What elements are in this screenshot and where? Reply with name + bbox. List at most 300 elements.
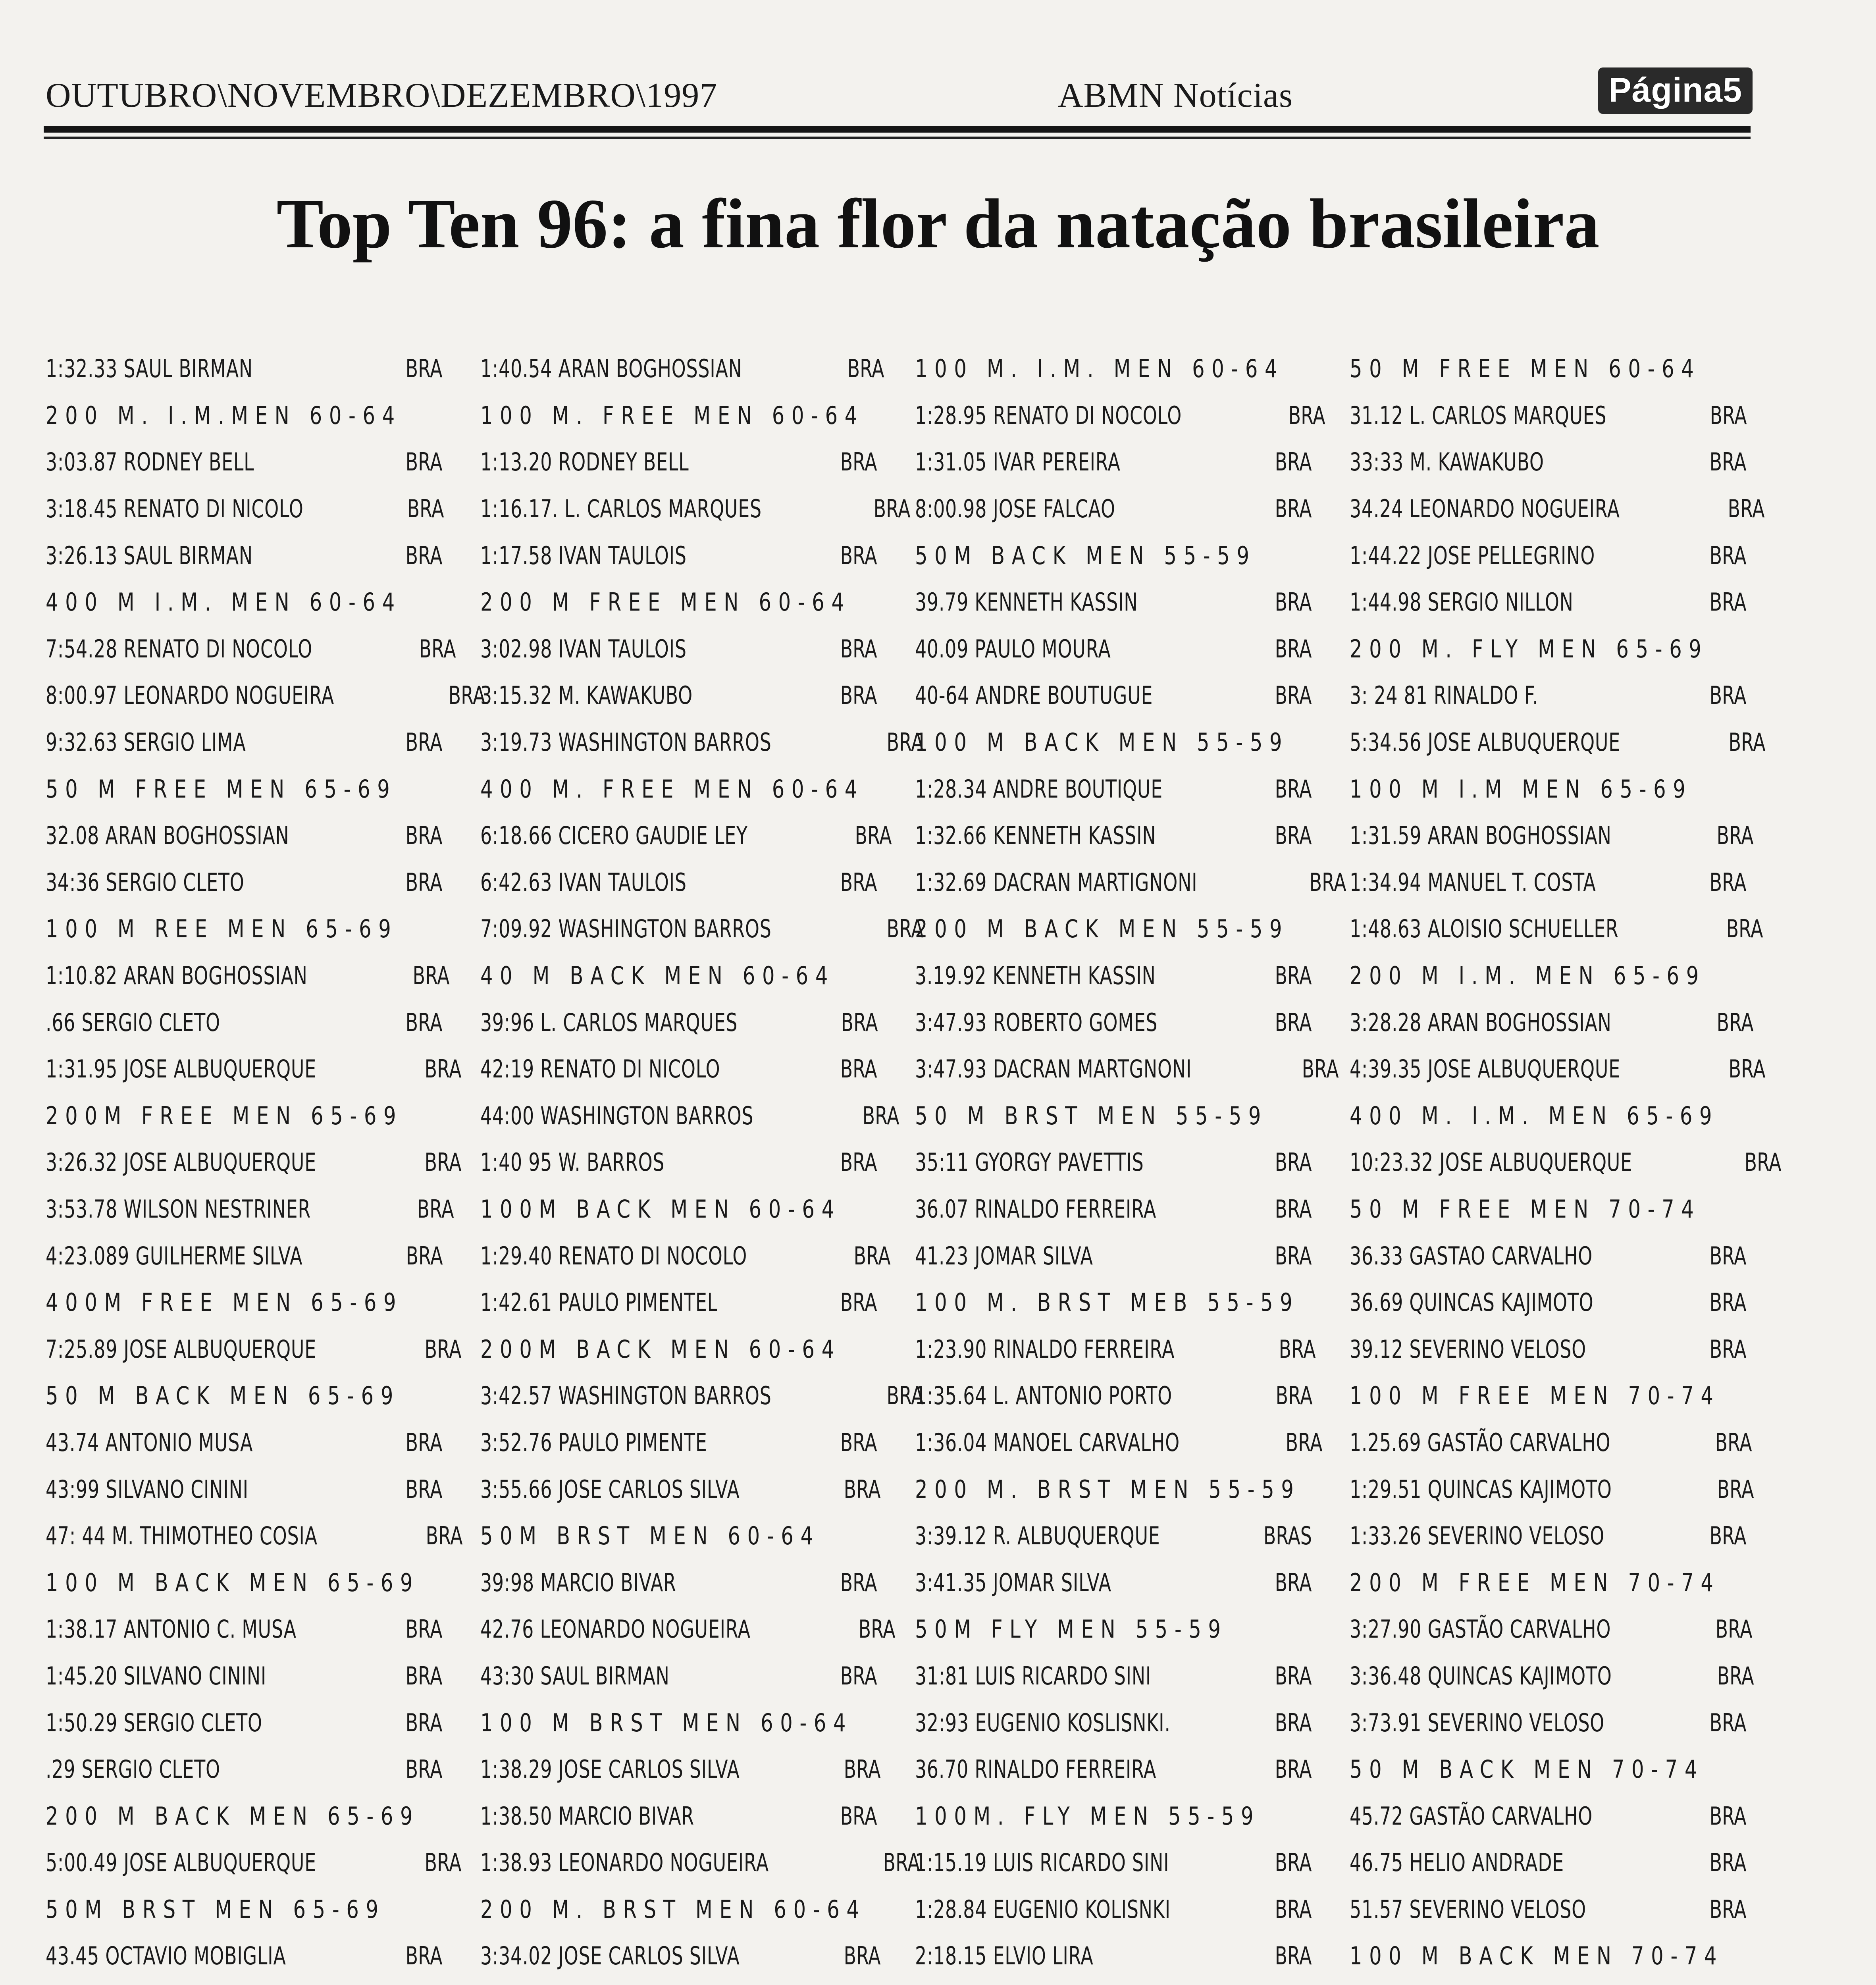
- event-label: 400 M. FREE MEN 60-64: [480, 774, 864, 804]
- country-code: BRA: [1710, 1801, 1747, 1831]
- event-label: 100 M BACK MEN 65-69: [46, 1568, 420, 1597]
- event-label: 50 M BACK MEN 70-74: [1350, 1755, 1704, 1784]
- result-row: [480, 812, 892, 859]
- result-text: 1:13.20 RODNEY BELL: [480, 447, 689, 477]
- result-text: 34.24 LEONARDO NOGUEIRA: [1350, 494, 1620, 524]
- result-row: [46, 486, 443, 532]
- result-row: [480, 626, 877, 673]
- result-row: [480, 906, 924, 952]
- event-heading: [46, 1559, 443, 1606]
- result-row: [1350, 906, 1763, 952]
- result-row: [1350, 1839, 1747, 1886]
- result-text: 3:26.13 SAUL BIRMAN: [46, 541, 253, 570]
- result-text: 8:00.97 LEONARDO NOGUEIRA: [46, 681, 334, 710]
- result-row: [1350, 439, 1747, 486]
- event-label: 200 M I.M. MEN 65-69: [1350, 961, 1706, 991]
- country-code: BRA: [412, 961, 450, 991]
- country-code: BRA: [1275, 1848, 1312, 1877]
- result-row: [1350, 1466, 1754, 1513]
- result-text: 5:00.49 JOSE ALBUQUERQUE: [46, 1848, 316, 1877]
- result-row: [1350, 1699, 1747, 1746]
- event-label: 50 M FREE MEN 60-64: [1350, 354, 1701, 384]
- country-code: BRA: [406, 1428, 443, 1457]
- result-row: [46, 719, 443, 766]
- result-text: 39:96 L. CARLOS MARQUES: [480, 1008, 738, 1037]
- country-code: BRA: [1717, 1661, 1754, 1690]
- event-label: 100M BACK MEN 60-64: [480, 1194, 841, 1224]
- result-text: 1:48.63 ALOISIO SCHUELLER: [1350, 914, 1619, 944]
- result-text: 43.74 ANTONIO MUSA: [46, 1428, 253, 1457]
- result-text: 1:28.84 EUGENIO KOLISNKI: [915, 1894, 1171, 1924]
- country-code: BRA: [886, 914, 924, 944]
- result-row: [915, 999, 1312, 1046]
- event-label: 50 M FREE MEN 70-74: [1350, 1194, 1701, 1224]
- result-row: [480, 1419, 877, 1466]
- country-code: BRA: [844, 1941, 881, 1971]
- event-heading: [46, 1372, 443, 1419]
- result-row: [1350, 1513, 1747, 1559]
- result-text: 1:38.50 MARCIO BIVAR: [480, 1801, 694, 1831]
- event-heading: [1350, 765, 1747, 812]
- country-code: BRA: [1275, 961, 1312, 991]
- result-text: 3:28.28 ARAN BOGHOSSIAN: [1350, 1008, 1612, 1037]
- result-row: [480, 1232, 891, 1279]
- results-column-4: [1350, 345, 1782, 1985]
- result-text: 39.79 KENNETH KASSIN: [915, 588, 1138, 617]
- country-code: BRA: [406, 1755, 443, 1784]
- result-text: 1:31.59 ARAN BOGHOSSIAN: [1350, 821, 1612, 850]
- result-row: [480, 672, 877, 719]
- result-row: [46, 1232, 443, 1279]
- result-text: 1:23.90 RINALDO FERREIRA: [915, 1334, 1175, 1364]
- event-label: 200 M BACK MEN 55-59: [915, 914, 1289, 944]
- result-row: [1350, 392, 1747, 439]
- result-text: 40-64 ANDRE BOUTUGUE: [915, 681, 1153, 710]
- result-row: [1350, 579, 1747, 626]
- result-row: [915, 1513, 1312, 1559]
- country-code: BRA: [1275, 1894, 1312, 1924]
- result-row: [915, 1839, 1312, 1886]
- country-code: BRA: [840, 1801, 877, 1831]
- result-row: [1350, 1606, 1753, 1653]
- result-row: [915, 1746, 1312, 1793]
- event-heading: [1350, 1933, 1747, 1979]
- page-header: [46, 71, 1753, 116]
- result-text: 32.08 ARAN BOGHOSSIAN: [46, 821, 289, 850]
- result-row: [480, 1466, 881, 1513]
- result-row: [480, 1559, 877, 1606]
- event-label: 200 M. FLY MEN 65-69: [1350, 634, 1708, 663]
- event-label: 200 M. BRST MEN 60-64: [480, 1894, 866, 1924]
- country-code: BRA: [1710, 1288, 1747, 1317]
- result-text: 1:17.58 IVAN TAULOIS: [480, 541, 687, 570]
- event-heading: [915, 1279, 1312, 1326]
- result-text: 1:31.05 IVAR PEREIRA: [915, 447, 1121, 477]
- event-label: 40 M BACK MEN 60-64: [480, 961, 835, 991]
- result-text: 7:54.28 RENATO DI NOCOLO: [46, 634, 313, 663]
- result-text: 1:33.26 SEVERINO VELOSO: [1350, 1521, 1605, 1551]
- event-heading: [480, 1513, 877, 1559]
- event-label: 100 M BRST MEN 60-64: [480, 1708, 853, 1737]
- result-text: 31:81 LUIS RICARDO SINI: [915, 1661, 1152, 1690]
- country-code: BRA: [1710, 588, 1747, 617]
- country-code: BRA: [1275, 1708, 1312, 1737]
- country-code: BRA: [844, 1755, 881, 1784]
- result-text: 10:23.32 JOSE ALBUQUERQUE: [1350, 1148, 1632, 1177]
- result-text: 3:47.93 DACRAN MARTGNONI: [915, 1054, 1192, 1084]
- country-code: BRA: [1716, 1615, 1753, 1644]
- result-text: 47: 44 M. THIMOTHEO COSIA: [46, 1521, 318, 1551]
- result-row: [915, 1326, 1316, 1372]
- result-row: [46, 1746, 443, 1793]
- country-code: BRA: [1716, 821, 1754, 850]
- result-text: 36.70 RINALDO FERREIRA: [915, 1755, 1156, 1784]
- country-code: BRA: [840, 867, 877, 897]
- result-row: [46, 859, 443, 906]
- country-code: BRA: [406, 821, 443, 850]
- event-heading: [915, 1979, 1312, 1985]
- result-text: 1:10.82 ARAN BOGHOSSIAN: [46, 961, 308, 991]
- result-text: 3:03.87 RODNEY BELL: [46, 447, 254, 477]
- country-code: BRA: [426, 1521, 463, 1551]
- event-heading: [1350, 345, 1747, 392]
- result-text: 32:93 EUGENIO KOSLISNKI.: [915, 1708, 1171, 1737]
- result-row: [46, 1139, 462, 1186]
- country-code: BRA: [1728, 494, 1765, 524]
- event-heading: [915, 906, 1312, 952]
- country-code: BRA: [1275, 1148, 1312, 1177]
- result-text: 1:32.69 DACRAN MARTIGNONI: [915, 867, 1198, 897]
- result-text: 36.33 GASTAO CARVALHO: [1350, 1241, 1593, 1270]
- result-row: [46, 626, 456, 673]
- result-text: 1:36.04 MANOEL CARVALHO: [915, 1428, 1180, 1457]
- result-row: [1350, 1979, 1747, 1985]
- result-row: [915, 1559, 1312, 1606]
- result-row: [915, 672, 1312, 719]
- result-text: 43:99 SILVANO CININI: [46, 1474, 248, 1504]
- country-code: BRA: [840, 1428, 877, 1457]
- result-row: [480, 1839, 920, 1886]
- country-code: BRA: [1716, 1008, 1754, 1037]
- result-text: 1:38.17 ANTONIO C. MUSA: [46, 1615, 297, 1644]
- result-row: [46, 952, 450, 999]
- country-code: BRA: [1302, 1054, 1339, 1084]
- result-row: [915, 952, 1312, 999]
- result-text: 1:44.22 JOSE PELLEGRINO: [1350, 541, 1595, 570]
- result-row: [915, 1886, 1312, 1933]
- result-row: [1350, 1279, 1747, 1326]
- event-heading: [915, 345, 1312, 392]
- event-label: 100M. FLY MEN 55-59: [915, 1801, 1261, 1831]
- event-label: 200 M. I.M.MEN 60-64: [46, 401, 402, 430]
- country-code: BRA: [840, 681, 877, 710]
- result-text: 36.07 RINALDO FERREIRA: [915, 1194, 1156, 1224]
- result-text: 41.23 JOMAR SILVA: [915, 1241, 1093, 1270]
- result-row: [1350, 719, 1766, 766]
- event-label: 100 M BACK MEN 55-59: [915, 728, 1289, 757]
- result-text: 3:34.02 JOSE CARLOS SILVA: [480, 1941, 740, 1971]
- event-label: 50M BACK MEN 55-59: [915, 541, 1256, 570]
- country-code: BRA: [840, 1661, 877, 1690]
- event-heading: [1350, 952, 1747, 999]
- result-row: [46, 1326, 462, 1372]
- event-heading: [480, 579, 877, 626]
- country-code: BRA: [424, 1148, 462, 1177]
- country-code: BRA: [424, 1054, 462, 1084]
- result-text: 1:42.61 PAULO PIMENTEL: [480, 1288, 718, 1317]
- event-label: 50 M BACK MEN 65-69: [46, 1381, 400, 1411]
- event-label: 100 M. I.M. MEN 60-64: [915, 354, 1285, 384]
- country-code: BRA: [862, 1101, 899, 1130]
- country-code: BRA: [419, 634, 456, 663]
- country-code: BRA: [1275, 774, 1312, 804]
- country-code: BRA: [424, 1334, 462, 1364]
- country-code: BRA: [1744, 1148, 1782, 1177]
- country-code: BRA: [406, 1661, 443, 1690]
- result-row: [1350, 1419, 1752, 1466]
- header-rule-thin: [44, 137, 1751, 139]
- result-row: [480, 439, 877, 486]
- article-title: Top Ten 96: a fina flor da natação brasileira: [276, 184, 1600, 263]
- country-code: BRA: [840, 634, 877, 663]
- country-code: BRA: [1710, 1334, 1747, 1364]
- result-text: 36.69 QUINCAS KAJIMOTO: [1350, 1288, 1594, 1317]
- country-code: BRA: [1275, 681, 1312, 710]
- result-row: [480, 1093, 899, 1139]
- result-text: 8:00.98 JOSE FALCAO: [915, 494, 1115, 524]
- result-text: 9:32.63 SERGIO LIMA: [46, 728, 246, 757]
- country-code: BRA: [1710, 867, 1747, 897]
- event-heading: [480, 952, 877, 999]
- result-text: 3:15.32 M. KAWAKUBO: [480, 681, 693, 710]
- results-column-2: [480, 345, 924, 1985]
- result-row: [915, 392, 1325, 439]
- result-row: [46, 1699, 443, 1746]
- event-label: 200 M FREE MEN 60-64: [480, 588, 851, 617]
- event-heading: [1350, 1093, 1747, 1139]
- country-code: BRA: [844, 1474, 881, 1504]
- result-row: [915, 859, 1346, 906]
- publication-name: ABMN Notícias: [1058, 76, 1293, 115]
- country-code: BRA: [1275, 1755, 1312, 1784]
- country-code: BRA: [847, 354, 884, 384]
- country-code: BRA: [873, 494, 911, 524]
- result-text: 33:33 M. KAWAKUBO: [1350, 447, 1544, 477]
- result-row: [480, 859, 877, 906]
- event-label: 100 M. FREE MEN 60-64: [480, 401, 864, 430]
- result-row: [915, 1653, 1312, 1700]
- result-row: [46, 999, 443, 1046]
- country-code: BRA: [1710, 1894, 1747, 1924]
- country-code: BRA: [883, 1848, 920, 1877]
- result-text: 3:53.78 WILSON NESTRINER: [46, 1194, 311, 1224]
- country-code: BRA: [1710, 401, 1747, 430]
- result-row: [915, 1232, 1312, 1279]
- event-heading: [480, 392, 877, 439]
- country-code: BRA: [840, 1288, 877, 1317]
- country-code: BRA: [840, 1568, 877, 1597]
- result-row: [1350, 1046, 1766, 1093]
- result-text: 1:38.29 JOSE CARLOS SILVA: [480, 1755, 740, 1784]
- results-column-1: [46, 345, 485, 1985]
- event-label: 200 M. BRST MEN 55-59: [915, 1474, 1301, 1504]
- country-code: BRA: [1275, 821, 1312, 850]
- result-row: [46, 1513, 463, 1559]
- country-code: BRA: [855, 821, 892, 850]
- country-code: BRA: [1710, 1521, 1747, 1551]
- event-label: 50M BRST MEN 65-69: [46, 1894, 385, 1924]
- result-text: 3:39.12 R. ALBUQUERQUE: [915, 1521, 1160, 1551]
- country-code: BRA: [1275, 494, 1312, 524]
- result-row: [480, 1746, 881, 1793]
- result-row: [46, 1046, 462, 1093]
- event-label: 400M FREE MEN 65-69: [46, 1288, 403, 1317]
- event-label: 50 M BRST MEN 55-59: [915, 1101, 1268, 1130]
- result-text: 3.19.92 KENNETH KASSIN: [915, 961, 1156, 991]
- country-code: BRA: [1710, 681, 1747, 710]
- event-label: 200 M BACK MEN 65-69: [46, 1801, 420, 1831]
- result-text: 1:32.66 KENNETH KASSIN: [915, 821, 1156, 850]
- country-code: BRA: [1275, 634, 1312, 663]
- event-heading: [915, 719, 1312, 766]
- result-text: 1:44.98 SERGIO NILLON: [1350, 588, 1574, 617]
- country-code: BRA: [1275, 1241, 1312, 1270]
- country-code: BRA: [1275, 447, 1312, 477]
- country-code: BRA: [406, 1708, 443, 1737]
- event-heading: [915, 1606, 1312, 1653]
- result-text: .29 SERGIO CLETO: [46, 1755, 220, 1784]
- results-column-3: [915, 345, 1346, 1985]
- result-row: [1350, 859, 1747, 906]
- country-code: BRA: [1310, 867, 1346, 897]
- result-row: [915, 1419, 1323, 1466]
- result-row: [480, 345, 884, 392]
- result-row: [1350, 1886, 1747, 1933]
- result-text: 1:15.19 LUIS RICARDO SINI: [915, 1848, 1169, 1877]
- result-row: [480, 486, 911, 532]
- result-text: 3:73.91 SEVERINO VELOSO: [1350, 1708, 1605, 1737]
- country-code: BRA: [1710, 541, 1747, 570]
- result-text: 43:30 SAUL BIRMAN: [480, 1661, 670, 1690]
- event-label: 100 M REE MEN 65-69: [46, 914, 398, 944]
- result-row: [46, 1653, 443, 1700]
- page-number-badge: Página5: [1598, 67, 1753, 114]
- event-heading: [1350, 1559, 1747, 1606]
- result-text: 1:32.33 SAUL BIRMAN: [46, 354, 253, 384]
- event-label: 50M BRST MEN 60-64: [480, 1521, 820, 1551]
- result-text: 4:23.089 GUILHERME SILVA: [46, 1241, 303, 1270]
- country-code: BRA: [417, 1194, 454, 1224]
- result-text: 40.09 PAULO MOURA: [915, 634, 1111, 663]
- country-code: BRA: [1275, 1661, 1312, 1690]
- country-code: BRA: [1279, 1334, 1316, 1364]
- result-row: [1350, 999, 1754, 1046]
- result-text: 6:18.66 CICERO GAUDIE LEY: [480, 821, 748, 850]
- country-code: BRA: [406, 867, 443, 897]
- country-code: BRA: [1728, 1054, 1766, 1084]
- result-row: [915, 1186, 1312, 1233]
- result-row: [1350, 1653, 1754, 1700]
- event-label: 100 M. BRST MEB 55-59: [915, 1288, 1300, 1317]
- event-heading: [1350, 1186, 1747, 1233]
- result-row: [915, 765, 1312, 812]
- result-text: 45.72 GASTÃO CARVALHO: [1350, 1801, 1593, 1831]
- country-code: BRA: [1275, 1194, 1312, 1224]
- country-code: BRA: [1275, 588, 1312, 617]
- result-row: [1350, 532, 1747, 579]
- result-text: 7:09.92 WASHINGTON BARROS: [480, 914, 772, 944]
- country-code: BRA: [1285, 1428, 1323, 1457]
- event-label: 200M FREE MEN 65-69: [46, 1101, 403, 1130]
- country-code: BRA: [1715, 1428, 1752, 1457]
- result-text: 1:34.94 MANUEL T. COSTA: [1350, 867, 1596, 897]
- country-code: BRA: [1275, 1008, 1312, 1037]
- result-row: [915, 1699, 1312, 1746]
- event-heading: [46, 1886, 443, 1933]
- country-code: BRA: [1275, 1381, 1313, 1411]
- result-text: 4:39.35 JOSE ALBUQUERQUE: [1350, 1054, 1620, 1084]
- result-text: 35:11 GYORGY PAVETTIS: [915, 1148, 1144, 1177]
- country-code: BRA: [406, 1241, 443, 1270]
- event-label: 400 M. I.M. MEN 65-69: [1350, 1101, 1719, 1130]
- result-text: 1:35.64 L. ANTONIO PORTO: [915, 1381, 1172, 1411]
- result-row: [915, 486, 1312, 532]
- result-text: 39:98 MARCIO BIVAR: [480, 1568, 676, 1597]
- result-row: [915, 1139, 1312, 1186]
- result-row: [46, 1419, 443, 1466]
- result-text: 3:47.93 ROBERTO GOMES: [915, 1008, 1158, 1037]
- issue-date: OUTUBRO\NOVEMBRO\DEZEMBRO\1997: [46, 76, 718, 115]
- country-code: BRA: [886, 728, 924, 757]
- country-code: BRA: [840, 447, 877, 477]
- event-label: 200M BACK MEN 60-64: [480, 1334, 841, 1364]
- result-row: [480, 1139, 877, 1186]
- country-code: BRA: [858, 1615, 896, 1644]
- result-row: [480, 1372, 924, 1419]
- result-text: 1:16.17. L. CARLOS MARQUES: [480, 494, 762, 524]
- country-code: BRA: [406, 728, 443, 757]
- result-row: [46, 345, 443, 392]
- event-heading: [915, 532, 1312, 579]
- result-text: .66 SERGIO CLETO: [46, 1008, 220, 1037]
- country-code: BRA: [406, 354, 443, 384]
- result-row: [480, 1933, 881, 1979]
- result-row: [480, 999, 877, 1046]
- country-code: BRA: [1717, 1474, 1754, 1504]
- result-row: [46, 1186, 454, 1233]
- result-text: 1:50.29 SERGIO CLETO: [46, 1708, 262, 1737]
- result-row: [46, 812, 443, 859]
- result-row: [480, 1792, 877, 1839]
- result-text: 3:18.45 RENATO DI NICOLO: [46, 494, 304, 524]
- result-row: [915, 1046, 1339, 1093]
- result-row: [46, 1606, 443, 1653]
- result-text: 1:31.95 JOSE ALBUQUERQUE: [46, 1054, 316, 1084]
- result-row: [46, 672, 485, 719]
- result-text: 3:52.76 PAULO PIMENTE: [480, 1428, 707, 1457]
- event-heading: [480, 1326, 877, 1372]
- event-label: 50 M FREE MEN 65-69: [46, 774, 397, 804]
- event-label: 100 M I.M MEN 65-69: [1350, 774, 1693, 804]
- result-row: [480, 1279, 877, 1326]
- result-row: [46, 439, 443, 486]
- event-heading: [1350, 1746, 1747, 1793]
- result-row: [915, 626, 1312, 673]
- country-code: BRA: [841, 1008, 878, 1037]
- result-text: 43.45 OCTAVIO MOBIGLIA: [46, 1941, 286, 1971]
- country-code: BRA: [424, 1848, 462, 1877]
- event-heading: [915, 1093, 1312, 1139]
